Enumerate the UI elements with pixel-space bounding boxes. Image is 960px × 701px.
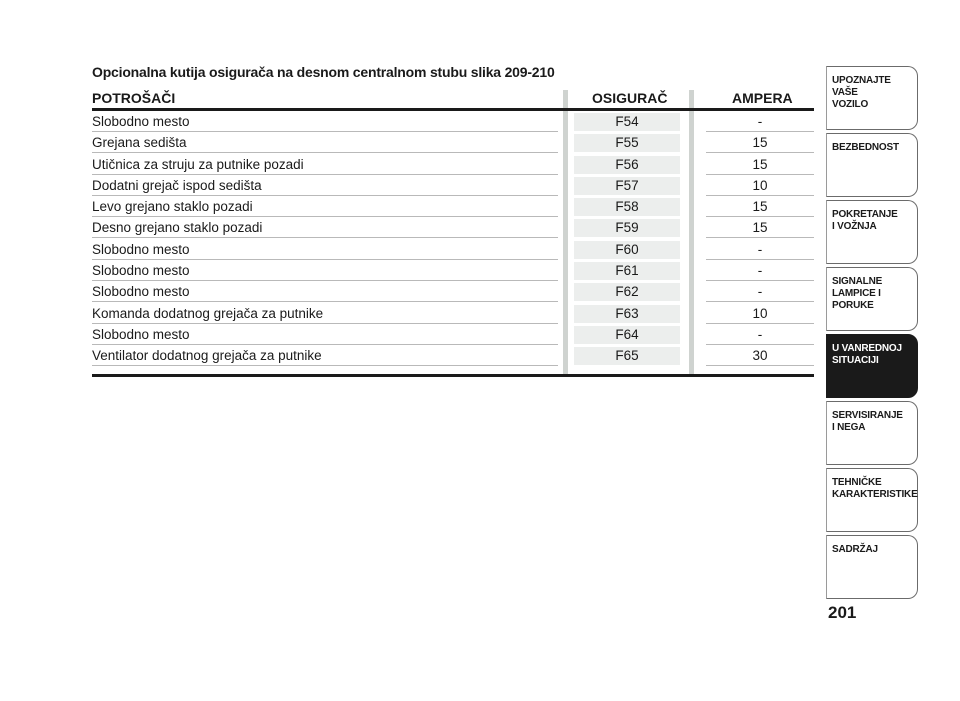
ampere-cell: - (706, 262, 814, 281)
table-header (92, 86, 814, 111)
chapter-tab-label: SIGNALNE LAMPICE I PORUKE (832, 276, 883, 311)
chapter-tab[interactable] (826, 200, 918, 264)
table-row (92, 345, 814, 366)
fuse-cell: F54 (574, 113, 680, 131)
chapter-tab[interactable] (826, 334, 918, 398)
chapter-tab-label: BEZBEDNOST (832, 142, 899, 153)
chapter-tab-label: SERVISIRANJE I NEGA (832, 410, 903, 433)
table-row (92, 239, 814, 260)
fuse-cell: F64 (574, 326, 680, 344)
table-row (92, 175, 814, 196)
table-row (92, 111, 814, 132)
chapter-tab[interactable] (826, 133, 918, 197)
fuse-cell: F62 (574, 283, 680, 301)
ampere-cell: - (706, 241, 814, 260)
chapter-tabs (826, 66, 918, 602)
consumer-cell: Komanda dodatnog grejača za putnike (92, 305, 558, 324)
chapter-tab[interactable] (826, 535, 918, 599)
consumer-cell: Desno grejano staklo pozadi (92, 219, 558, 238)
ampere-cell: 10 (706, 305, 814, 324)
table-row (92, 132, 814, 153)
ampere-cell: - (706, 113, 814, 132)
consumer-cell: Levo grejano staklo pozadi (92, 198, 558, 217)
consumer-cell: Grejana sedišta (92, 134, 558, 153)
consumer-cell: Slobodno mesto (92, 113, 558, 132)
page-number: 201 (828, 603, 857, 622)
table-row (92, 196, 814, 217)
page-title: Opcionalna kutija osigurača na desnom centralnom stubu slika 209-210 (92, 64, 555, 80)
chapter-tab-label: POKRETANJE I VOŽNJA (832, 209, 898, 232)
consumer-cell: Ventilator dodatnog grejača za putnike (92, 347, 558, 366)
consumer-cell: Dodatni grejač ispod sedišta (92, 177, 558, 196)
table-row (92, 324, 814, 345)
chapter-tab-label: SADRŽAJ (832, 544, 878, 555)
fuse-cell: F65 (574, 347, 680, 365)
ampere-cell: 15 (706, 134, 814, 153)
fuse-cell: F60 (574, 241, 680, 259)
fuse-cell: F59 (574, 219, 680, 237)
consumer-cell: Slobodno mesto (92, 326, 558, 345)
chapter-tab[interactable] (826, 468, 918, 532)
consumer-cell: Slobodno mesto (92, 262, 558, 281)
fuse-cell: F63 (574, 305, 680, 323)
fuse-table (92, 86, 814, 377)
chapter-tab-label: U VANREDNOJ SITUACIJI (832, 343, 902, 366)
table-row (92, 154, 814, 175)
header-consumers: POTROŠAČI (92, 90, 176, 106)
fuse-cell: F57 (574, 177, 680, 195)
chapter-tab-label: TEHNIČKE KARAKTERISTIKE (832, 477, 918, 500)
ampere-cell: 15 (706, 156, 814, 175)
chapter-tab-label: UPOZNAJTE VAŠE VOZILO (832, 75, 891, 110)
ampere-cell: - (706, 283, 814, 302)
table-row (92, 303, 814, 324)
fuse-cell: F61 (574, 262, 680, 280)
consumer-cell: Slobodno mesto (92, 241, 558, 260)
ampere-cell: 15 (706, 219, 814, 238)
chapter-tab[interactable] (826, 401, 918, 465)
ampere-cell: 15 (706, 198, 814, 217)
chapter-tab[interactable] (826, 267, 918, 331)
table-row (92, 281, 814, 302)
ampere-cell: - (706, 326, 814, 345)
chapter-tab[interactable] (826, 66, 918, 130)
ampere-cell: 10 (706, 177, 814, 196)
ampere-cell: 30 (706, 347, 814, 366)
table-body (92, 111, 814, 367)
consumer-cell: Utičnica za struju za putnike pozadi (92, 156, 558, 175)
fuse-cell: F56 (574, 156, 680, 174)
header-ampere: AMPERA (732, 90, 793, 106)
table-row (92, 217, 814, 238)
table-bottom-rule (92, 374, 814, 377)
table-row (92, 260, 814, 281)
header-fuse: OSIGURAČ (592, 90, 668, 106)
fuse-cell: F58 (574, 198, 680, 216)
fuse-cell: F55 (574, 134, 680, 152)
consumer-cell: Slobodno mesto (92, 283, 558, 302)
